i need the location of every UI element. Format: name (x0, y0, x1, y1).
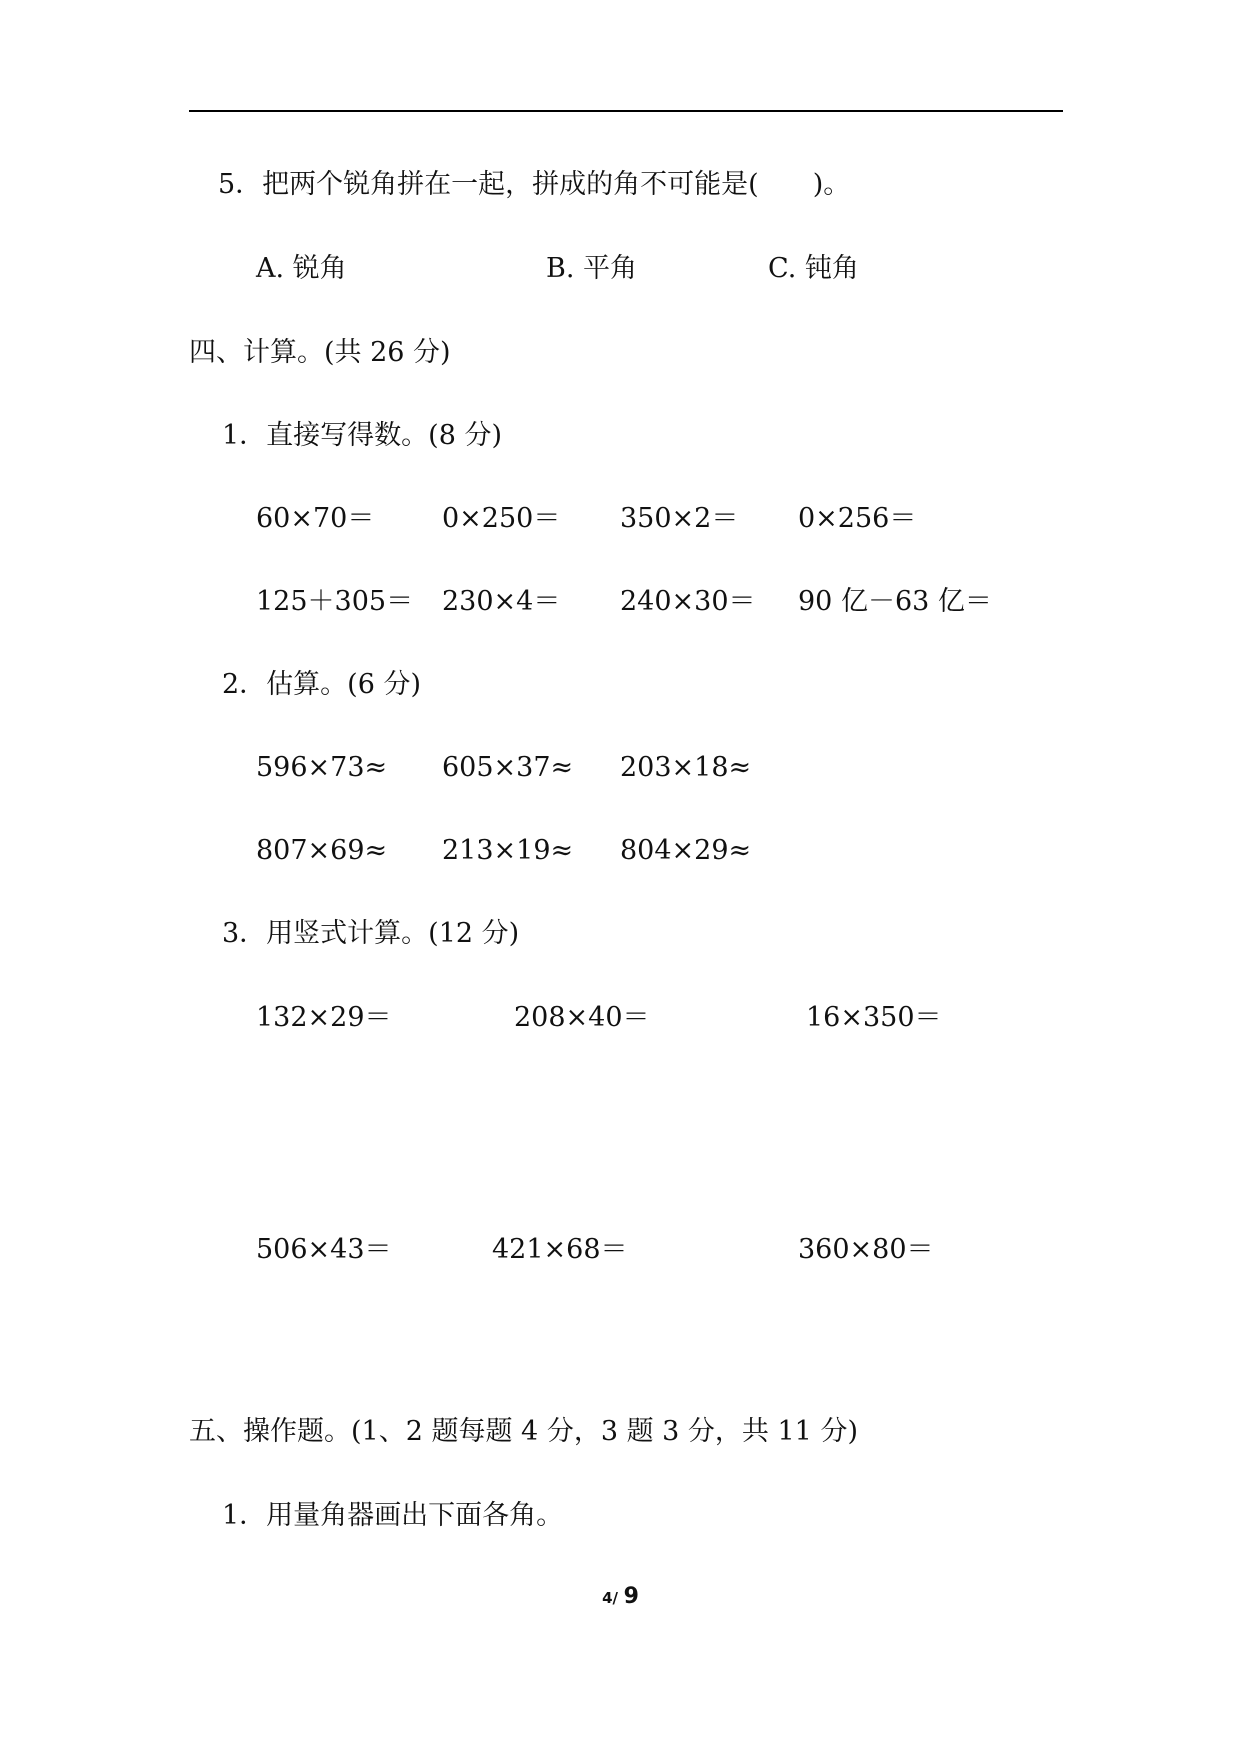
vertical-calc-item: 16×350＝ (806, 1002, 942, 1033)
header-rule (189, 110, 1063, 112)
section-5-title: 五、操作题。(1、2 题每题 4 分，3 题 3 分，共 11 分) (189, 1416, 858, 1447)
direct-calc-item: 0×256＝ (798, 503, 917, 534)
direct-calc-item: 230×4＝ (442, 586, 561, 617)
part-2-title: 2．估算。(6 分) (222, 669, 422, 700)
direct-calc-item: 125＋305＝ (256, 586, 414, 617)
estimate-item: 213×19≈ (442, 835, 574, 866)
direct-calc-item: 0×250＝ (442, 503, 561, 534)
vertical-calc-item: 208×40＝ (514, 1002, 650, 1033)
vertical-calc-item: 421×68＝ (492, 1234, 628, 1265)
estimate-item: 807×69≈ (256, 835, 388, 866)
option-b: B. 平角 (546, 253, 638, 284)
current-page: 4 (602, 1589, 613, 1607)
option-c: C. 钝角 (768, 253, 859, 284)
estimate-item: 596×73≈ (256, 752, 388, 783)
vertical-calc-item: 506×43＝ (256, 1234, 392, 1265)
vertical-calc-item: 360×80＝ (798, 1234, 934, 1265)
section-4-title: 四、计算。(共 26 分) (189, 337, 451, 368)
page-indicator (0, 1584, 1241, 1609)
estimate-item: 804×29≈ (620, 835, 752, 866)
total-pages: 9 (623, 1584, 639, 1609)
direct-calc-item: 240×30＝ (620, 586, 756, 617)
direct-calc-item: 90 亿－63 亿＝ (798, 586, 992, 617)
page-separator: / (612, 1589, 619, 1607)
section-5-part-1-title: 1．用量角器画出下面各角。 (222, 1500, 564, 1531)
part-1-title: 1．直接写得数。(8 分) (222, 420, 503, 451)
part-3-title: 3．用竖式计算。(12 分) (222, 918, 520, 949)
vertical-calc-item: 132×29＝ (256, 1002, 392, 1033)
direct-calc-item: 350×2＝ (620, 503, 739, 534)
estimate-item: 203×18≈ (620, 752, 752, 783)
estimate-item: 605×37≈ (442, 752, 574, 783)
option-a: A. 锐角 (256, 253, 347, 284)
question-5-stem: 5．把两个锐角拼在一起，拼成的角不可能是( )。 (218, 169, 851, 200)
direct-calc-item: 60×70＝ (256, 503, 375, 534)
